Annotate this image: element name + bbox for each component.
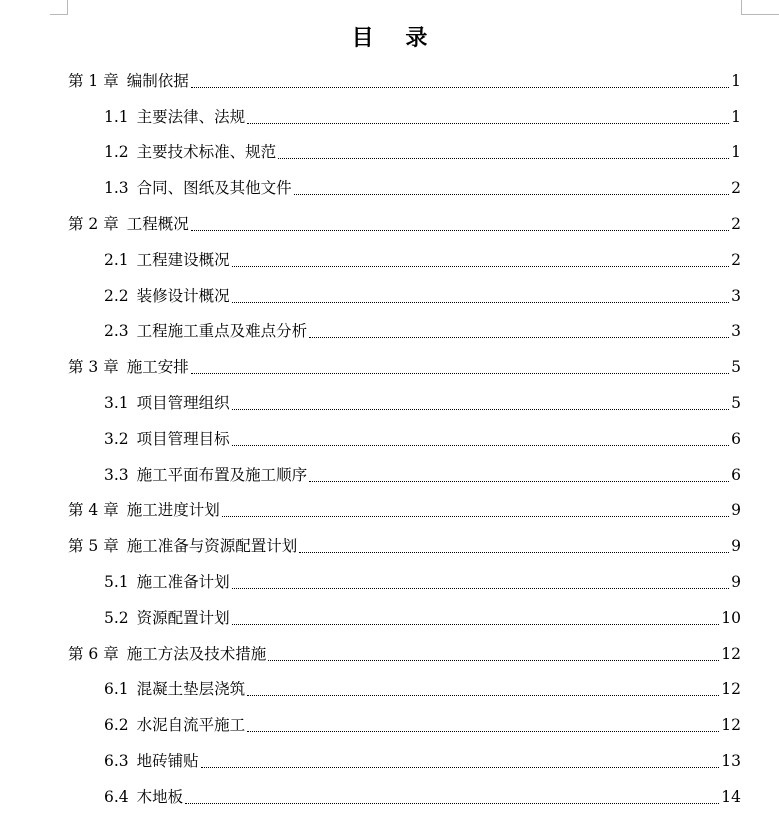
toc-entry-page-number: 12 bbox=[721, 644, 741, 663]
toc-section-entry[interactable] bbox=[0, 99, 779, 135]
toc-entry-title: 资源配置计划 bbox=[136, 608, 230, 627]
toc-entry-number: 第 1 章 bbox=[68, 71, 119, 90]
toc-entry-number: 6.2 bbox=[104, 716, 129, 735]
toc-section-entry[interactable] bbox=[0, 779, 779, 815]
toc-entry-number: 6.3 bbox=[104, 752, 129, 771]
toc-entry-title: 木地板 bbox=[136, 787, 184, 806]
dot-leader bbox=[309, 480, 729, 482]
toc-section-entry[interactable] bbox=[0, 314, 779, 350]
toc-entry-page-number: 2 bbox=[731, 179, 741, 198]
toc-chapter-entry[interactable] bbox=[0, 493, 779, 529]
toc-entry-title: 合同、图纸及其他文件 bbox=[136, 179, 292, 198]
toc-entry-page-number: 9 bbox=[731, 573, 741, 592]
toc-section-entry[interactable] bbox=[0, 242, 779, 278]
toc-entry-number: 3.1 bbox=[104, 394, 129, 413]
dot-leader bbox=[232, 408, 729, 410]
toc-entry-page-number: 1 bbox=[731, 143, 741, 162]
toc-section-entry[interactable] bbox=[0, 707, 779, 743]
toc-entry-page-number: 5 bbox=[731, 358, 741, 377]
toc-entry-number: 第 2 章 bbox=[68, 215, 119, 234]
toc-entry-number: 6.4 bbox=[104, 787, 129, 806]
toc-entry-title: 混凝土垫层浇筑 bbox=[136, 680, 246, 699]
toc-entry-title: 工程施工重点及难点分析 bbox=[136, 322, 308, 341]
toc-chapter-entry[interactable] bbox=[0, 206, 779, 242]
dot-leader bbox=[278, 157, 729, 159]
toc-entry-title: 工程建设概况 bbox=[136, 250, 230, 269]
toc-entry-page-number: 1 bbox=[731, 107, 741, 126]
dot-leader bbox=[232, 623, 720, 625]
dot-leader bbox=[247, 122, 729, 124]
dot-leader bbox=[247, 694, 719, 696]
toc-entry-title: 工程概况 bbox=[126, 215, 189, 234]
toc-entry-number: 第 6 章 bbox=[68, 644, 119, 663]
toc-entry-number: 5.1 bbox=[104, 573, 129, 592]
toc-entry-title: 装修设计概况 bbox=[136, 286, 230, 305]
toc-section-entry[interactable] bbox=[0, 278, 779, 314]
toc-entry-number: 5.2 bbox=[104, 608, 129, 627]
toc-section-entry[interactable] bbox=[0, 672, 779, 708]
toc-section-entry[interactable] bbox=[0, 743, 779, 779]
toc-chapter-entry[interactable] bbox=[0, 636, 779, 672]
toc-chapter-entry[interactable] bbox=[0, 349, 779, 385]
dot-leader bbox=[232, 301, 729, 303]
toc-entry-page-number: 6 bbox=[731, 429, 741, 448]
dot-leader bbox=[232, 265, 729, 267]
dot-leader bbox=[185, 802, 719, 804]
toc-section-entry[interactable] bbox=[0, 564, 779, 600]
toc-section-entry[interactable] bbox=[0, 385, 779, 421]
dot-leader bbox=[232, 444, 729, 446]
dot-leader bbox=[191, 86, 729, 88]
toc-section-entry[interactable] bbox=[0, 135, 779, 171]
toc-section-entry[interactable] bbox=[0, 600, 779, 636]
toc-entry-title: 项目管理组织 bbox=[136, 394, 230, 413]
toc-entry-title: 编制依据 bbox=[126, 71, 189, 90]
toc-entry-number: 第 4 章 bbox=[68, 501, 119, 520]
toc-entry-number: 1.1 bbox=[104, 107, 129, 126]
toc-entry-page-number: 12 bbox=[721, 680, 741, 699]
dot-leader bbox=[299, 551, 729, 553]
toc-entry-page-number: 9 bbox=[731, 537, 741, 556]
toc-entry-page-number: 14 bbox=[721, 787, 741, 806]
dot-leader bbox=[191, 372, 729, 374]
toc-entry-title: 施工准备与资源配置计划 bbox=[126, 537, 298, 556]
dot-leader bbox=[191, 229, 729, 231]
toc-entry-page-number: 12 bbox=[721, 716, 741, 735]
dot-leader bbox=[232, 587, 729, 589]
toc-entry-number: 3.2 bbox=[104, 429, 129, 448]
toc-entry-number: 2.1 bbox=[104, 250, 129, 269]
toc-entry-page-number: 2 bbox=[731, 250, 741, 269]
dot-leader bbox=[309, 336, 729, 338]
toc-section-entry[interactable] bbox=[0, 421, 779, 457]
dot-leader bbox=[222, 515, 729, 517]
toc-entry-number: 6.1 bbox=[104, 680, 129, 699]
dot-leader bbox=[201, 766, 720, 768]
toc-entry-page-number: 1 bbox=[731, 71, 741, 90]
dot-leader bbox=[294, 193, 729, 195]
toc-entry-page-number: 5 bbox=[731, 394, 741, 413]
toc-entry-number: 1.3 bbox=[104, 179, 129, 198]
crop-mark-top-right bbox=[741, 0, 779, 15]
toc-entry-page-number: 2 bbox=[731, 215, 741, 234]
toc-entry-number: 2.2 bbox=[104, 286, 129, 305]
toc-entry-title: 施工方法及技术措施 bbox=[126, 644, 267, 663]
toc-entry-title: 施工准备计划 bbox=[136, 573, 230, 592]
toc-title: 目 录 bbox=[351, 25, 440, 51]
toc-entry-number: 第 3 章 bbox=[68, 358, 119, 377]
toc-entry-title: 主要技术标准、规范 bbox=[136, 143, 277, 162]
toc-entry-number: 1.2 bbox=[104, 143, 129, 162]
toc-entry-title: 施工安排 bbox=[126, 358, 189, 377]
toc-chapter-entry[interactable] bbox=[0, 528, 779, 564]
toc-entry-title: 地砖铺贴 bbox=[136, 752, 199, 771]
toc-section-entry[interactable] bbox=[0, 457, 779, 493]
toc-entry-title: 施工平面布置及施工顺序 bbox=[136, 465, 308, 484]
table-of-contents bbox=[0, 63, 779, 815]
toc-entry-page-number: 3 bbox=[731, 286, 741, 305]
toc-entry-page-number: 13 bbox=[721, 752, 741, 771]
toc-entry-title: 施工进度计划 bbox=[126, 501, 220, 520]
toc-entry-page-number: 9 bbox=[731, 501, 741, 520]
toc-entry-number: 第 5 章 bbox=[68, 537, 119, 556]
toc-chapter-entry[interactable] bbox=[0, 63, 779, 99]
dot-leader bbox=[247, 730, 719, 732]
toc-entry-page-number: 6 bbox=[731, 465, 741, 484]
toc-section-entry[interactable] bbox=[0, 170, 779, 206]
crop-mark-top-left bbox=[50, 0, 68, 15]
toc-entry-title: 主要法律、法规 bbox=[136, 107, 246, 126]
toc-entry-number: 3.3 bbox=[104, 465, 129, 484]
toc-entry-page-number: 3 bbox=[731, 322, 741, 341]
dot-leader bbox=[268, 659, 719, 661]
toc-entry-number: 2.3 bbox=[104, 322, 129, 341]
toc-entry-page-number: 10 bbox=[721, 608, 741, 627]
toc-entry-title: 项目管理目标 bbox=[136, 429, 230, 448]
toc-entry-title: 水泥自流平施工 bbox=[136, 716, 246, 735]
